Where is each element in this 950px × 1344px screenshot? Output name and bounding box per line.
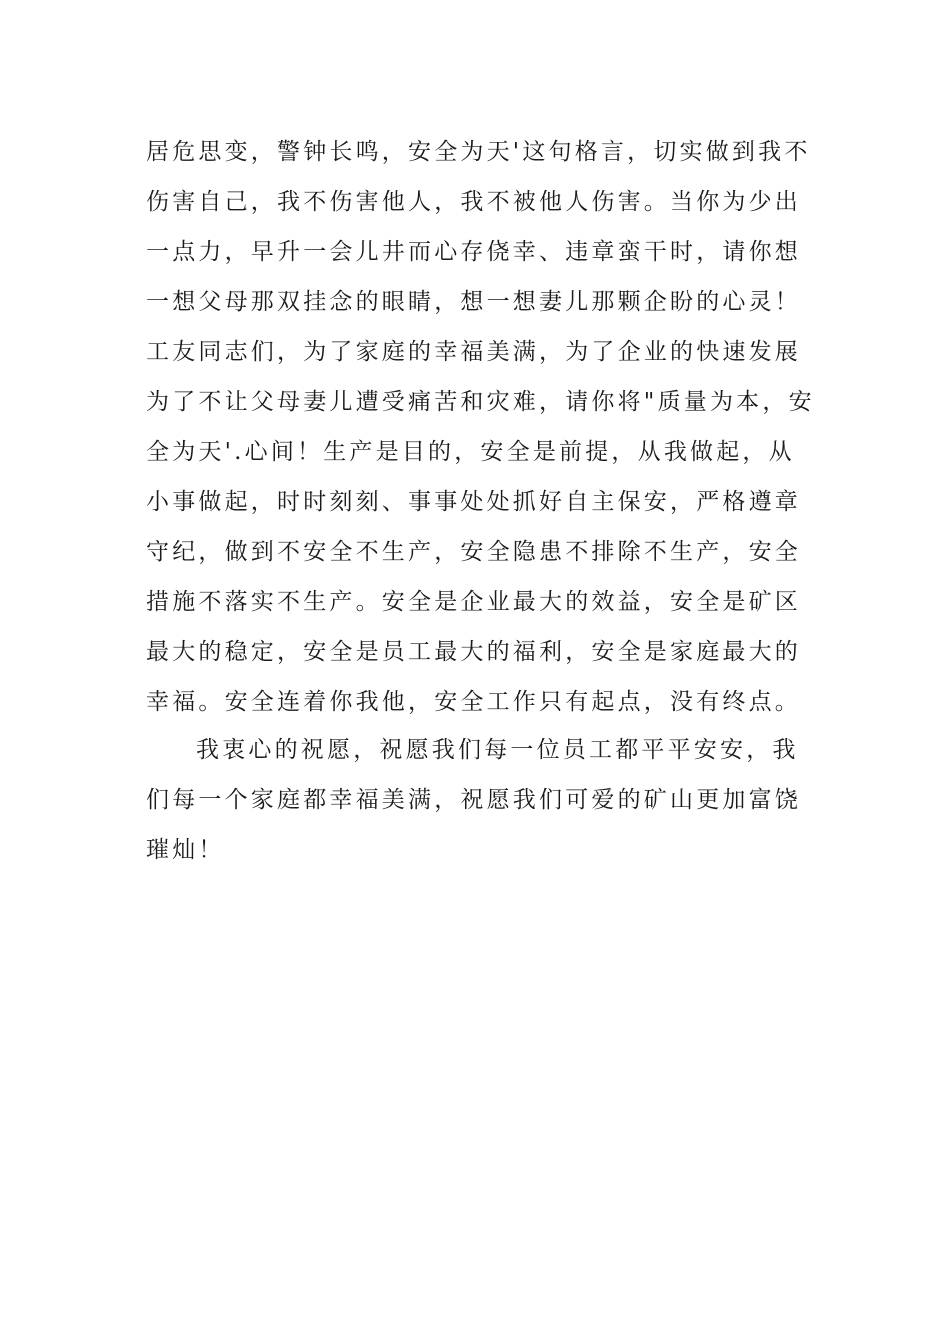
- text-line-11: 最大的稳定，安全是员工最大的福利，安全是家庭最大的: [146, 639, 801, 665]
- text-line-14: 们每一个家庭都幸福美满，祝愿我们可爱的矿山更加富饶: [146, 787, 801, 813]
- text-line-5: 工友同志们，为了家庭的幸福美满，为了企业的快速发展: [146, 339, 801, 365]
- text-line-3: 一点力，早升一会儿井而心存侥幸、违章蛮干时，请你想: [146, 239, 801, 265]
- text-line-4: 一想父母那双挂念的眼睛，想一想妻儿那颗企盼的心灵！: [146, 289, 801, 315]
- text-line-7: 全为天'.心间！生产是目的，安全是前提，从我做起，从: [146, 439, 795, 465]
- text-line-12: 幸福。安全连着你我他，安全工作只有起点，没有终点。: [146, 689, 801, 715]
- text-line-13: 我衷心的祝愿，祝愿我们每一位员工都平平安安，我: [196, 737, 799, 763]
- text-line-15: 璀灿！: [146, 837, 225, 863]
- text-line-6: 为了不让父母妻儿遭受痛苦和灾难，请你将"质量为本，安: [146, 389, 815, 415]
- text-line-1: 居危思变，警钟长鸣，安全为天'这句格言，切实做到我不: [146, 139, 811, 165]
- text-line-2: 伤害自己，我不伤害他人，我不被他人伤害。当你为少出: [146, 189, 801, 215]
- text-line-10: 措施不落实不生产。安全是企业最大的效益，安全是矿区: [146, 589, 801, 615]
- text-line-9: 守纪，做到不安全不生产，安全隐患不排除不生产，安全: [146, 539, 801, 565]
- text-line-8: 小事做起，时时刻刻、事事处处抓好自主保安，严格遵章: [146, 489, 801, 515]
